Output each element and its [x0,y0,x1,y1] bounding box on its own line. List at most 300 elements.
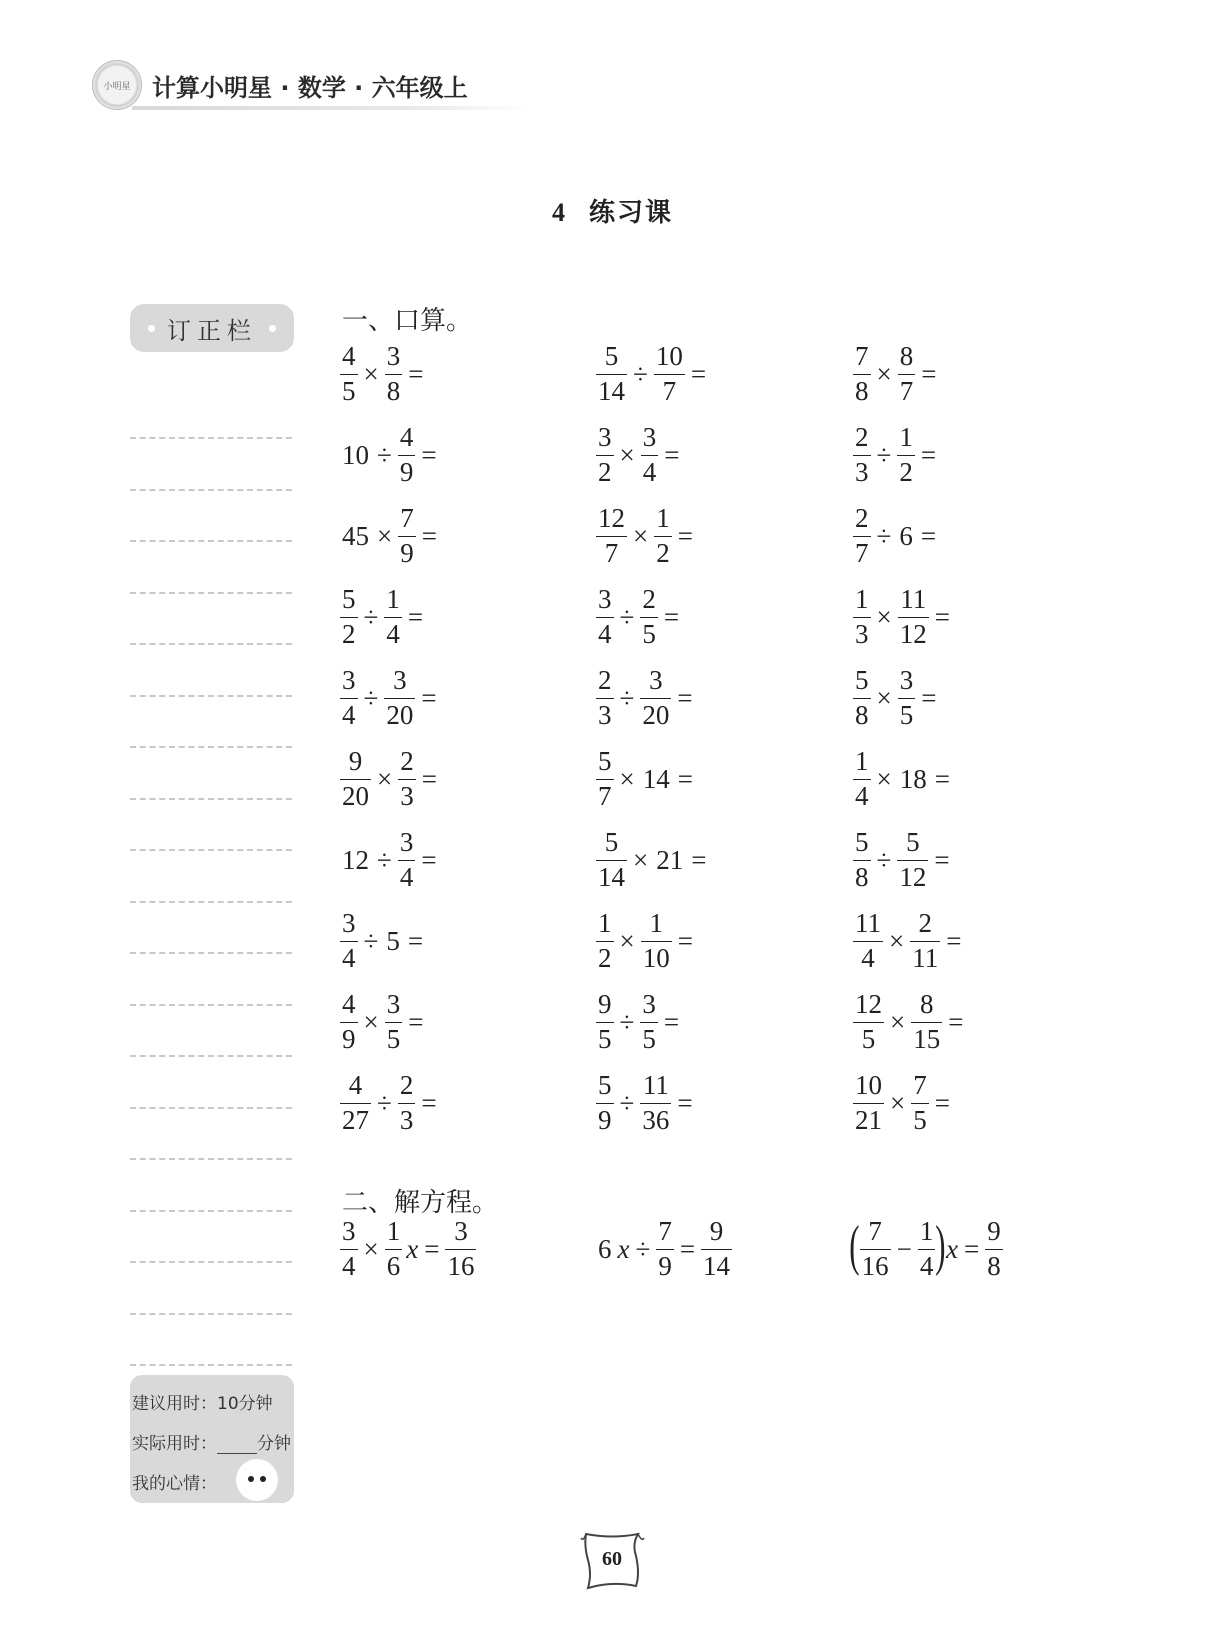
operator: = [679,1233,696,1264]
fraction-bar [910,941,940,942]
denominator: 21 [855,1105,882,1135]
operator: × [377,763,393,794]
numerator: 1 [855,746,869,776]
fraction-bar [385,374,403,375]
operator: = [421,844,437,875]
fraction [911,1072,929,1134]
numerator: 3 [399,827,414,857]
calc-problem[interactable] [594,825,710,895]
numerator: 4 [348,1070,363,1100]
fraction-bar [897,455,915,456]
denominator: 7 [899,376,914,406]
fraction-bar [654,536,672,537]
numerator: 11 [642,1070,669,1100]
denominator: 9 [342,1024,356,1054]
operator: 5 [386,925,400,956]
calc-problem[interactable] [851,663,940,733]
fraction [398,1072,416,1134]
fraction [853,991,884,1053]
correction-line [130,901,292,903]
fraction-bar [596,617,614,618]
denominator: 5 [642,619,656,649]
numerator: 2 [855,422,869,452]
fraction [853,586,871,648]
denominator: 10 [642,943,670,973]
operator: × [876,763,892,794]
fraction [596,991,614,1053]
denominator: 8 [386,376,401,406]
denominator: 12 [899,619,927,649]
operator: 6 [598,1233,612,1264]
operator: × [619,925,635,956]
operator: ÷ [377,844,392,875]
numerator: 5 [604,341,619,371]
fraction-bar [860,1249,891,1250]
denominator: 14 [598,862,625,892]
operator: 18 [899,763,927,794]
fraction-bar [596,374,627,375]
fraction-bar [596,1022,614,1023]
correction-line [130,489,292,491]
calc-problem[interactable] [851,906,965,976]
operator: ÷ [876,844,892,875]
numerator: 2 [399,1070,414,1100]
fraction-bar [853,1103,884,1104]
denominator: 4 [598,619,612,649]
correction-line [130,695,292,697]
fraction [656,1218,674,1280]
calc-problem[interactable] [338,906,427,976]
numerator: 1 [855,584,869,614]
fraction [860,1218,891,1280]
fraction-bar [898,617,929,618]
calc-problem[interactable] [338,663,441,733]
denominator: 2 [342,619,356,649]
denominator: 20 [342,781,369,811]
equation-problem[interactable] [338,1214,478,1284]
fraction [654,343,685,405]
denominator: 4 [342,1251,356,1281]
denominator: 7 [855,538,869,568]
numerator: 1 [656,503,670,533]
fraction [641,424,659,486]
operator: × [619,439,635,470]
operator: = [421,682,437,713]
operator: ÷ [363,682,379,713]
operator: × [633,520,649,551]
fraction [897,424,915,486]
correction-column-text: 订正栏 [167,316,257,345]
denominator: 7 [598,781,612,811]
operator: = [677,1087,693,1118]
fraction [596,586,614,648]
correction-line [130,1004,292,1006]
denominator: 2 [598,943,612,973]
numerator: 1 [598,908,612,938]
fraction [596,910,614,972]
operator: ÷ [619,682,635,713]
fraction-bar [853,860,871,861]
operator: = [408,1006,424,1037]
correction-line [130,1055,292,1057]
correction-line [130,798,292,800]
operator: = [663,1006,680,1037]
denominator: 4 [855,781,869,811]
fraction [898,343,916,405]
fraction-bar [640,617,658,618]
numerator: 3 [649,665,663,695]
numerator: 5 [598,1070,612,1100]
correction-line [130,592,292,594]
denominator: 8 [987,1251,1001,1281]
denominator: 5 [913,1105,927,1135]
numerator: 3 [393,665,407,695]
operator: = [934,601,950,632]
calc-problem[interactable] [338,339,427,409]
numerator: 5 [604,827,619,857]
numerator: 2 [642,584,656,614]
fraction-bar [596,536,627,537]
denominator: 8 [855,376,869,406]
variable: x [406,1233,419,1264]
operator: = [946,925,962,956]
fraction-bar [340,617,358,618]
fraction [853,829,871,891]
operator: ÷ [635,1233,651,1264]
fraction-bar [853,455,871,456]
numerator: 11 [855,908,881,938]
bullet-icon [148,325,155,332]
denominator: 12 [899,862,927,892]
numerator: 3 [598,422,612,452]
fraction [898,667,916,729]
bullet-icon [269,325,276,332]
lesson-number: 4 [551,198,567,227]
correction-line [130,1313,292,1315]
operator: × [377,520,393,551]
calc-problem[interactable] [594,987,683,1057]
fraction [910,910,940,972]
numerator: 11 [900,584,927,614]
fraction-bar [911,1103,929,1104]
actual-time-prefix: 实际用时： [132,1434,217,1454]
fraction-bar [853,617,871,618]
operator: = [424,1233,440,1264]
fraction [918,1218,936,1280]
fraction [640,586,658,648]
correction-line [130,437,292,439]
calc-problem[interactable] [851,339,940,409]
operator: × [363,1006,379,1037]
fraction [641,910,672,972]
denominator: 27 [342,1105,369,1135]
fraction [853,748,871,810]
denominator: 4 [386,619,400,649]
fraction [596,829,627,891]
fraction [985,1218,1003,1280]
operator: = [921,358,937,389]
fraction-bar [596,941,614,942]
calc-problem[interactable] [594,663,697,733]
calc-problem[interactable] [338,1068,441,1138]
fraction [654,505,672,567]
equation-problem[interactable] [851,1214,1005,1284]
numerator: 1 [919,1216,934,1246]
fraction-bar [385,1022,403,1023]
mood-label: 我的心情： [132,1474,217,1494]
operator: = [664,439,680,470]
fraction [853,667,871,729]
parenthesis: ( [849,1215,860,1277]
fraction-bar [340,1103,371,1104]
fraction-bar [596,860,627,861]
fraction [445,1218,476,1280]
correction-line [130,540,292,542]
denominator: 9 [400,538,414,568]
fraction [340,586,358,648]
calc-problem[interactable] [851,987,967,1057]
operator: − [896,1233,912,1264]
fraction-bar [398,455,416,456]
numerator: 7 [400,503,414,533]
variable: x [617,1233,630,1264]
operator: × [633,844,649,875]
operator: = [407,925,424,956]
fraction-bar [384,617,402,618]
numerator: 7 [658,1216,672,1246]
time-record-box [130,1375,294,1503]
numerator: 3 [642,422,657,452]
numerator: 10 [655,341,683,371]
correction-line [130,1364,292,1366]
page-number-badge [578,1530,646,1592]
fraction [340,1218,358,1280]
fraction [398,748,416,810]
operator: = [677,682,693,713]
fraction-bar [918,1249,936,1250]
denominator: 8 [855,862,869,892]
variable: x [946,1233,959,1264]
fraction-bar [340,1022,358,1023]
fraction-bar [641,941,672,942]
fraction [385,991,403,1053]
operator: ÷ [619,1006,635,1037]
calc-problem[interactable] [594,501,697,571]
fraction-bar [911,1022,942,1023]
operator: = [421,1087,437,1118]
operator: = [934,763,950,794]
fraction-bar [898,698,916,699]
operator: = [948,1006,964,1037]
fraction [898,586,929,648]
correction-line [130,1210,292,1212]
fraction-bar [853,779,871,780]
fraction-bar [596,1103,614,1104]
calc-problem[interactable] [594,420,683,490]
fraction-bar [340,698,358,699]
correction-line [130,643,292,645]
operator: 10 [342,439,369,470]
numerator: 2 [855,503,869,533]
denominator: 3 [598,700,612,730]
numerator: 5 [855,827,869,857]
fraction [853,1072,884,1134]
fraction-bar [853,941,883,942]
fraction-bar [445,1249,476,1250]
operator: ÷ [363,925,379,956]
numerator: 3 [386,989,401,1019]
denominator: 3 [399,1105,414,1135]
calc-problem[interactable] [338,825,441,895]
fraction-bar [853,374,871,375]
equation-problem[interactable] [594,1214,734,1284]
numerator: 5 [342,584,356,614]
operator: ÷ [619,601,635,632]
numerator: 3 [598,584,612,614]
numerator: 1 [899,422,913,452]
calc-problem[interactable] [338,582,427,652]
face-icon[interactable] [236,1459,278,1501]
denominator: 5 [899,700,914,730]
actual-time [132,1429,291,1454]
calc-problem[interactable] [851,420,940,490]
denominator: 7 [604,538,619,568]
denominator: 5 [598,1024,612,1054]
operator: 14 [642,763,670,794]
book-header [92,58,512,114]
operator: ÷ [377,1087,392,1118]
fraction [384,586,402,648]
calc-problem[interactable] [594,1068,697,1138]
parenthesis: ) [935,1215,946,1277]
fraction [385,343,403,405]
fraction-bar [853,698,871,699]
fraction [853,424,871,486]
calc-problem[interactable] [851,501,940,571]
denominator: 2 [656,538,670,568]
denominator: 36 [642,1105,670,1135]
actual-time-blank[interactable] [217,1437,257,1454]
numerator: 2 [400,746,414,776]
calc-problem[interactable] [851,825,954,895]
fraction [596,748,614,810]
numerator: 1 [386,1216,401,1246]
calc-problem[interactable] [851,582,954,652]
calc-problem[interactable] [594,582,683,652]
operator: × [876,601,892,632]
denominator: 9 [399,457,414,487]
numerator: 2 [918,908,932,938]
numerator: 1 [386,584,400,614]
operator: 12 [342,844,369,875]
series-logo [92,60,142,110]
operator: = [690,358,707,389]
fraction [701,1218,732,1280]
numerator: 3 [342,665,356,695]
page-number: 60 [602,1548,622,1570]
fraction-bar [398,536,416,537]
fraction [340,748,371,810]
fraction-bar [640,698,671,699]
denominator: 4 [342,700,356,730]
fraction-bar [853,1022,884,1023]
calc-problem[interactable] [338,501,441,571]
numerator: 8 [919,989,934,1019]
fraction-bar [640,1103,671,1104]
calc-problem[interactable] [851,744,954,814]
fraction-bar [596,779,614,780]
calc-problem[interactable] [594,906,697,976]
fraction-bar [654,374,685,375]
calc-problem[interactable] [338,987,427,1057]
operator: ÷ [633,358,648,389]
numerator: 9 [598,989,612,1019]
numerator: 4 [342,341,356,371]
operator: ÷ [619,1087,635,1118]
fraction-bar [596,698,614,699]
fraction [596,343,627,405]
operator: ÷ [377,439,392,470]
numerator: 12 [855,989,882,1019]
fraction-bar [340,374,358,375]
denominator: 4 [642,457,657,487]
fraction-bar [398,779,416,780]
fraction [853,343,871,405]
denominator: 8 [855,700,869,730]
numerator: 10 [855,1070,882,1100]
fraction [398,829,416,891]
fraction-bar [398,860,416,861]
operator: × [876,682,892,713]
numerator: 7 [868,1216,882,1246]
calc-problem[interactable] [338,744,441,814]
denominator: 15 [913,1024,941,1054]
fraction [640,1072,671,1134]
calc-problem[interactable] [338,420,441,490]
fraction [640,991,658,1053]
numerator: 3 [342,908,356,938]
fraction-bar [596,455,614,456]
operator: = [921,682,937,713]
fraction-bar [656,1249,674,1250]
calc-problem[interactable] [851,1068,954,1138]
operator: × [889,925,905,956]
operator: × [363,358,379,389]
denominator: 9 [658,1251,672,1281]
operator: = [920,520,937,551]
fraction [853,505,871,567]
denominator: 3 [400,781,414,811]
denominator: 16 [861,1251,889,1281]
header-rule [132,106,532,110]
operator: 45 [342,520,369,551]
denominator: 3 [855,457,869,487]
calc-problem[interactable] [594,339,710,409]
denominator: 20 [386,700,414,730]
operator: × [890,1006,906,1037]
calc-problem[interactable] [594,744,697,814]
operator: 6 [899,520,913,551]
numerator: 9 [709,1216,724,1246]
fraction [596,667,614,729]
fraction [398,424,416,486]
fraction-bar [985,1249,1003,1250]
fraction-bar [853,536,871,537]
denominator: 4 [399,862,414,892]
lesson-title [0,192,1225,229]
correction-line [130,1261,292,1263]
fraction [340,343,358,405]
